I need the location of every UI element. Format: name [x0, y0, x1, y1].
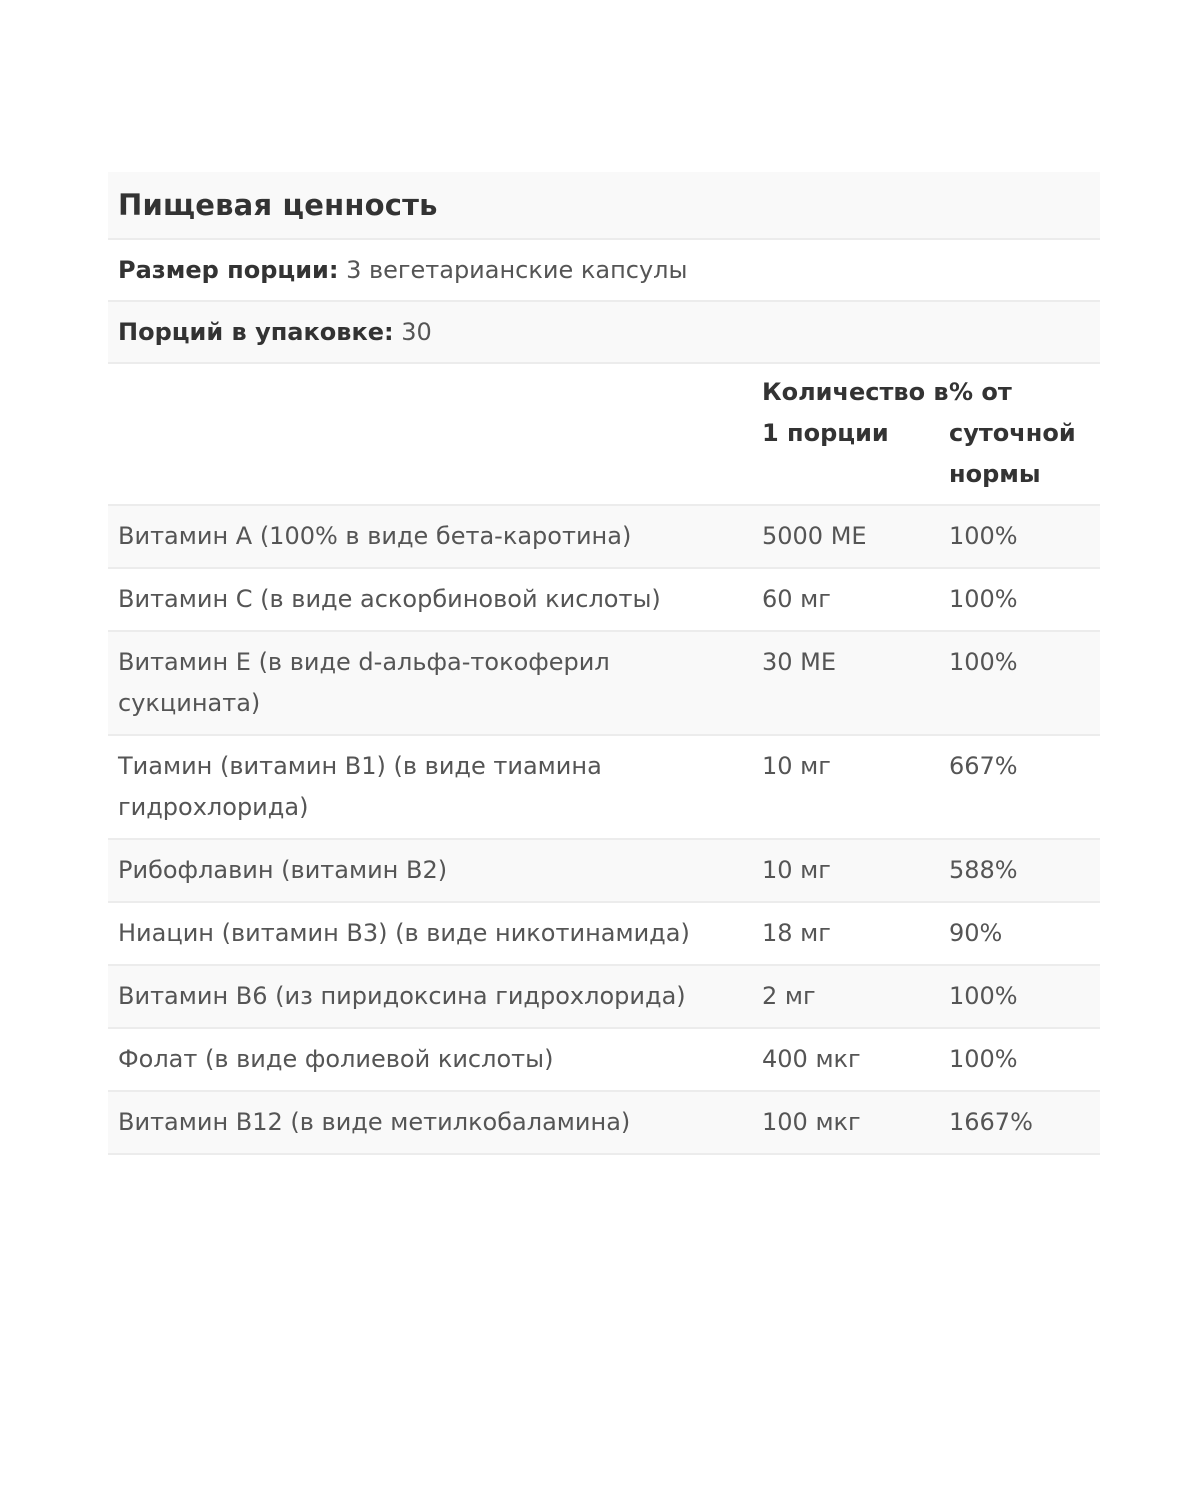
serving-size-label: Размер порции:: [118, 256, 339, 284]
table-row: [108, 839, 1100, 902]
nutrient-daily-value: 100%: [949, 965, 1100, 1028]
nutrient-amount: 10 мг: [762, 735, 949, 839]
serving-size-row: [108, 240, 1100, 302]
nutrient-amount: 10 мг: [762, 839, 949, 902]
page-title: Пищевая ценность: [118, 188, 438, 222]
nutrient-amount: 18 мг: [762, 902, 949, 965]
table-row: [108, 735, 1100, 839]
nutrient-daily-value: 100%: [949, 505, 1100, 568]
nutrient-name: Ниацин (витамин B3) (в виде никотинамида): [108, 902, 762, 965]
nutrient-name: Витамин E (в виде d-альфа-токоферил сукцината): [108, 631, 762, 735]
servings-per-container-row: [108, 302, 1100, 364]
nutrient-name: Витамин C (в виде аскорбиновой кислоты): [108, 568, 762, 631]
nutrient-daily-value: 100%: [949, 631, 1100, 735]
nutrient-amount: 5000 МЕ: [762, 505, 949, 568]
nutrient-daily-value: 90%: [949, 902, 1100, 965]
nutrient-name: Рибофлавин (витамин B2): [108, 839, 762, 902]
table-row: [108, 965, 1100, 1028]
nutrient-amount: 60 мг: [762, 568, 949, 631]
table-row: [108, 631, 1100, 735]
nutrient-name: Тиамин (витамин B1) (в виде тиамина гидрохлорида): [108, 735, 762, 839]
table-row: [108, 1091, 1100, 1154]
table-row: [108, 505, 1100, 568]
nutrient-column-header: [108, 364, 762, 505]
nutrients-table: [108, 364, 1100, 1155]
nutrient-name: Витамин А (100% в виде бета-каротина): [108, 505, 762, 568]
nutrient-name: Фолат (в виде фолиевой кислоты): [108, 1028, 762, 1091]
nutrient-name: Витамин B12 (в виде метилкобаламина): [108, 1091, 762, 1154]
servings-per-container-value: 30: [401, 318, 432, 346]
table-header-row: [108, 364, 1100, 505]
nutrient-daily-value: 588%: [949, 839, 1100, 902]
nutrient-amount: 2 мг: [762, 965, 949, 1028]
nutrient-daily-value: 100%: [949, 1028, 1100, 1091]
nutrient-daily-value: 667%: [949, 735, 1100, 839]
table-row: [108, 1028, 1100, 1091]
serving-size-value: 3 вегетарианские капсулы: [346, 256, 688, 284]
amount-column-header: Количество в 1 порции: [762, 364, 949, 505]
daily-value-column-header: % от суточной нормы: [949, 364, 1100, 505]
nutrient-daily-value: 100%: [949, 568, 1100, 631]
nutrient-amount: 400 мкг: [762, 1028, 949, 1091]
table-row: [108, 902, 1100, 965]
nutrient-amount: 100 мкг: [762, 1091, 949, 1154]
servings-per-container-label: Порций в упаковке:: [118, 318, 394, 346]
nutrition-facts-panel: [108, 172, 1100, 1155]
table-row: [108, 568, 1100, 631]
nutrient-daily-value: 1667%: [949, 1091, 1100, 1154]
nutrient-amount: 30 МЕ: [762, 631, 949, 735]
title-row: [108, 172, 1100, 240]
nutrient-name: Витамин B6 (из пиридоксина гидрохлорида): [108, 965, 762, 1028]
